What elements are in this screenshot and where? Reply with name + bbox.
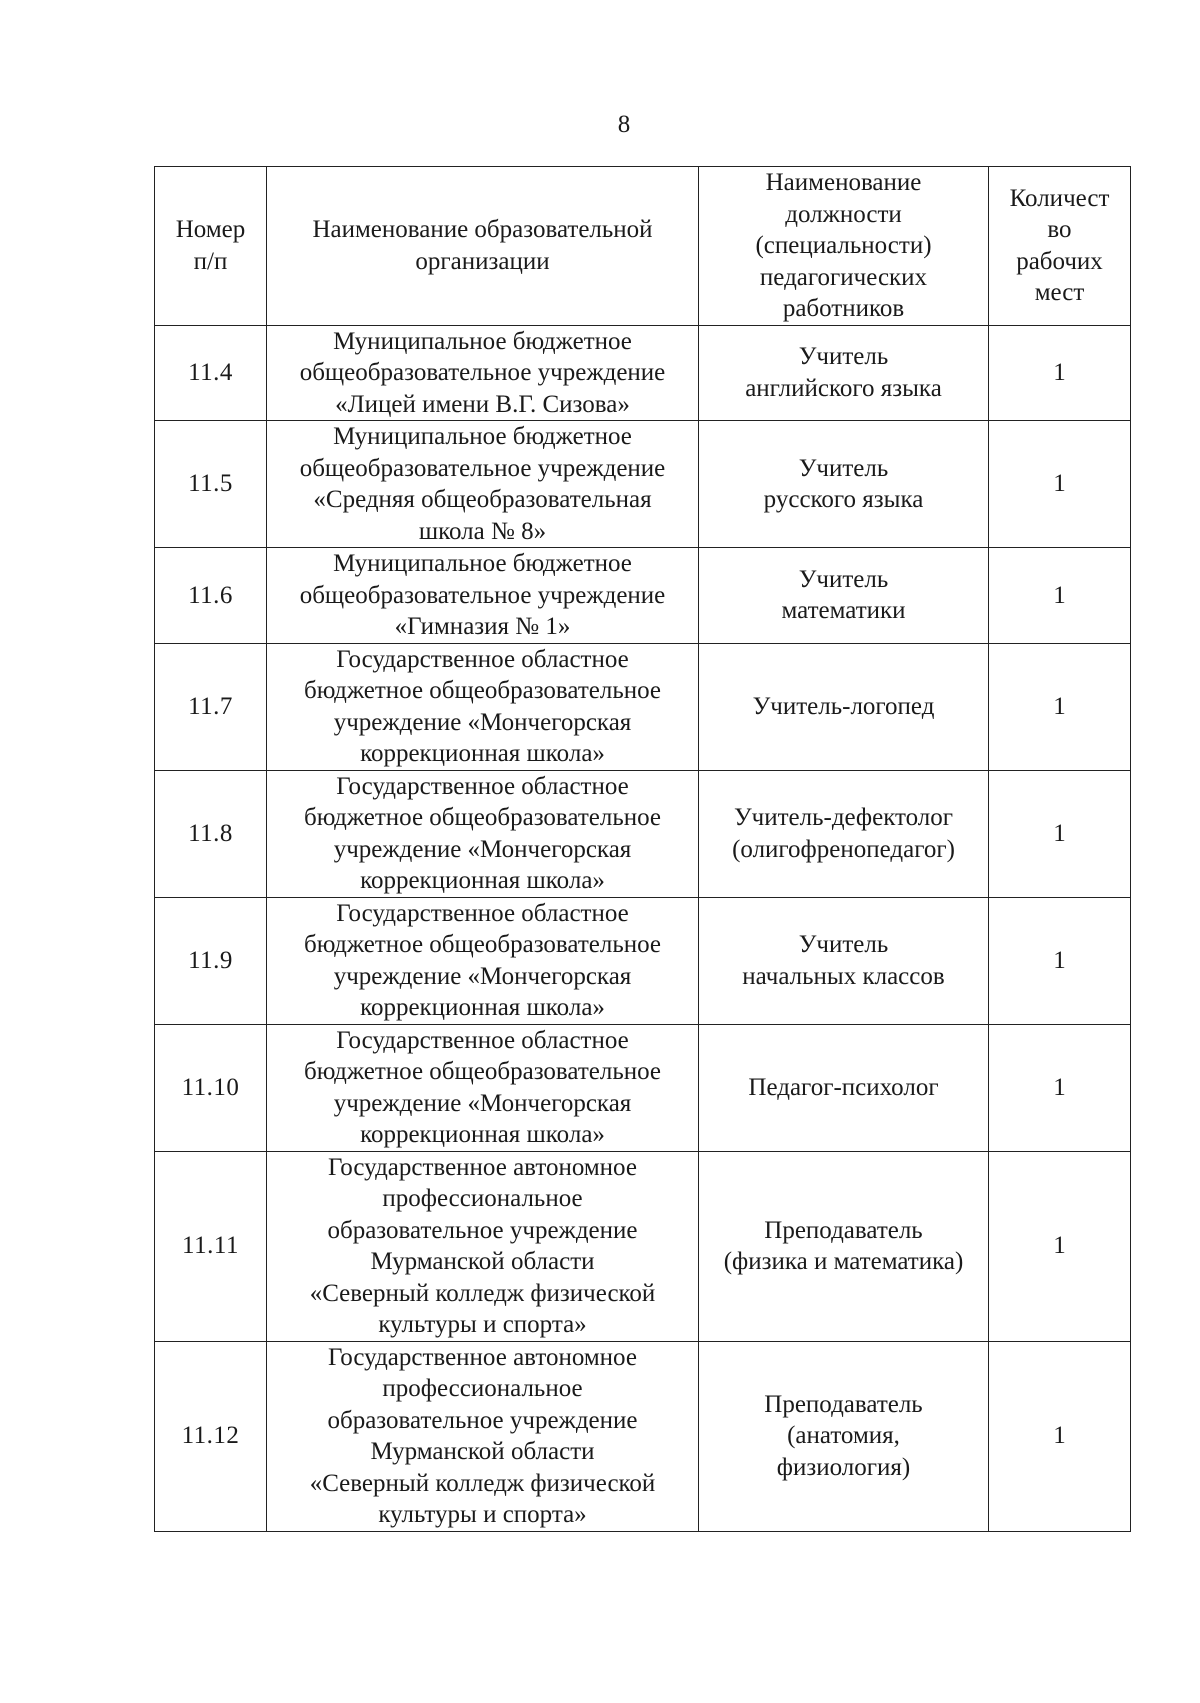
row-position: Учитель-логопед xyxy=(699,643,989,770)
row-number: 11.8 xyxy=(155,770,267,897)
row-position: Учитель английского языка xyxy=(699,325,989,421)
row-position: Учитель русского языка xyxy=(699,421,989,548)
table-row xyxy=(155,770,1131,897)
page-number: 8 xyxy=(617,111,631,138)
row-count: 1 xyxy=(989,325,1131,421)
table-row xyxy=(155,1024,1131,1151)
row-number: 11.7 xyxy=(155,643,267,770)
row-number: 11.12 xyxy=(155,1341,267,1531)
header-organization: Наименование образовательной организации xyxy=(267,167,699,326)
table-row xyxy=(155,1341,1131,1531)
table-row xyxy=(155,1151,1131,1341)
row-organization: Государственное автономное профессиональное образовательное учреждение Мурманской области «Северный колледж физической культуры и спорта» xyxy=(267,1341,699,1531)
row-number: 11.9 xyxy=(155,897,267,1024)
header-number: Номер п/п xyxy=(155,167,267,326)
row-organization: Муниципальное бюджетное общеобразовательное учреждение «Лицей имени В.Г. Сизова» xyxy=(267,325,699,421)
row-organization: Государственное областное бюджетное общеобразовательное учреждение «Мончегорская коррекционная школа» xyxy=(267,897,699,1024)
row-organization: Государственное областное бюджетное общеобразовательное учреждение «Мончегорская коррекционная школа» xyxy=(267,770,699,897)
row-position: Учитель-дефектолог (олигофренопедагог) xyxy=(699,770,989,897)
row-count: 1 xyxy=(989,897,1131,1024)
row-organization: Муниципальное бюджетное общеобразовательное учреждение «Гимназия № 1» xyxy=(267,548,699,644)
row-count: 1 xyxy=(989,421,1131,548)
table-row xyxy=(155,421,1131,548)
row-organization: Государственное областное бюджетное общеобразовательное учреждение «Мончегорская коррекционная школа» xyxy=(267,643,699,770)
vacancy-table xyxy=(154,166,1131,1532)
row-position: Преподаватель (анатомия, физиология) xyxy=(699,1341,989,1531)
row-number: 11.6 xyxy=(155,548,267,644)
row-count: 1 xyxy=(989,1151,1131,1341)
table-row xyxy=(155,897,1131,1024)
row-count: 1 xyxy=(989,1024,1131,1151)
row-position: Преподаватель (физика и математика) xyxy=(699,1151,989,1341)
row-number: 11.5 xyxy=(155,421,267,548)
table-header-row xyxy=(155,167,1131,326)
header-count: Количест во рабочих мест xyxy=(989,167,1131,326)
row-position: Педагог-психолог xyxy=(699,1024,989,1151)
row-count: 1 xyxy=(989,1341,1131,1531)
table-row xyxy=(155,643,1131,770)
header-position: Наименование должности (специальности) педагогических работников xyxy=(699,167,989,326)
row-count: 1 xyxy=(989,548,1131,644)
row-organization: Государственное областное бюджетное общеобразовательное учреждение «Мончегорская коррекционная школа» xyxy=(267,1024,699,1151)
row-number: 11.4 xyxy=(155,325,267,421)
row-number: 11.11 xyxy=(155,1151,267,1341)
row-position: Учитель математики xyxy=(699,548,989,644)
table-row xyxy=(155,325,1131,421)
row-position: Учитель начальных классов xyxy=(699,897,989,1024)
row-count: 1 xyxy=(989,770,1131,897)
row-number: 11.10 xyxy=(155,1024,267,1151)
row-count: 1 xyxy=(989,643,1131,770)
row-organization: Государственное автономное профессиональное образовательное учреждение Мурманской области «Северный колледж физической культуры и спорта» xyxy=(267,1151,699,1341)
row-organization: Муниципальное бюджетное общеобразовательное учреждение «Средняя общеобразовательная школа № 8» xyxy=(267,421,699,548)
table-row xyxy=(155,548,1131,644)
